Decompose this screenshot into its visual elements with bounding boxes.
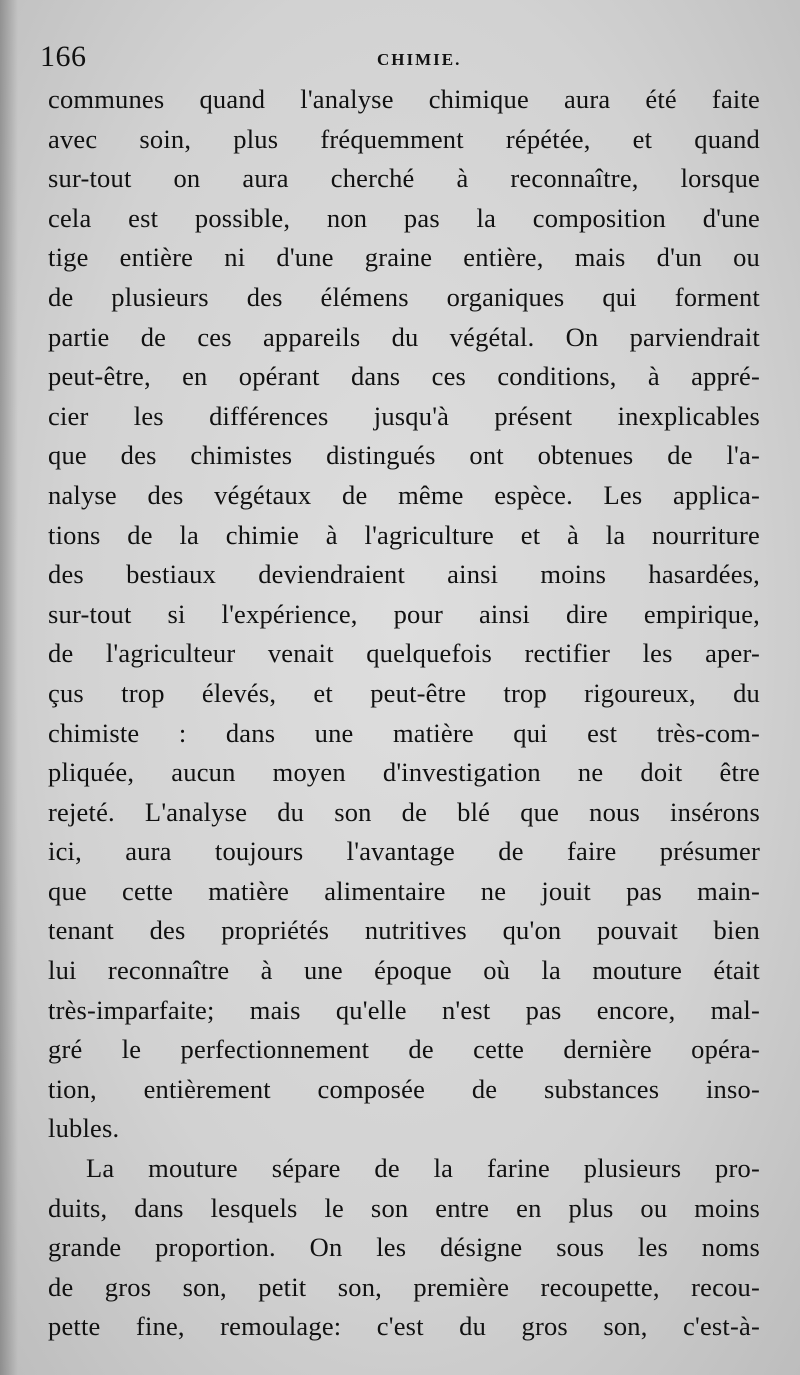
text-line: sur-tout si l'expérience, pour ainsi dire empirique,	[48, 598, 760, 629]
text-line: grande proportion. On les désigne sous les noms	[48, 1232, 760, 1263]
text-line: rejeté. L'analyse du son de blé que nous insérons	[48, 796, 760, 827]
body-text	[48, 80, 760, 1347]
text-line: lui reconnaître à une époque où la mouture était	[48, 955, 760, 986]
text-line: sur-tout on aura cherché à reconnaître, lorsque	[48, 163, 760, 194]
text-line: pette fine, remoulage: c'est du gros son, c'est-à-	[48, 1311, 760, 1342]
text-line: tenant des propriétés nutritives qu'on pouvait bien	[48, 915, 760, 946]
text-line: lubles.	[48, 1113, 120, 1144]
text-line: que cette matière alimentaire ne jouit pas main-	[48, 875, 760, 906]
text-line: nalyse des végétaux de même espèce. Les applica-	[48, 479, 760, 510]
text-line: ici, aura toujours l'avantage de faire présumer	[48, 836, 760, 867]
text-line: avec soin, plus fréquemment répétée, et quand	[48, 123, 760, 154]
text-line: que des chimistes distingués ont obtenues de l'a-	[48, 440, 760, 471]
text-line: cela est possible, non pas la composition d'une	[48, 202, 760, 233]
running-head: CHIMIE.	[377, 50, 462, 69]
text-line: de l'agriculteur venait quelquefois rectifier les aper-	[48, 638, 760, 669]
text-line: La mouture sépare de la farine plusieurs pro-	[86, 1153, 760, 1184]
text-line: peut-être, en opérant dans ces conditions, à appré-	[48, 361, 760, 392]
text-line: çus trop élevés, et peut-être trop rigoureux, du	[48, 677, 760, 708]
text-line: de plusieurs des élémens organiques qui forment	[48, 281, 760, 312]
text-line: très-imparfaite; mais qu'elle n'est pas encore, mal-	[48, 994, 760, 1025]
text-line: cier les différences jusqu'à présent inexplicables	[48, 400, 760, 431]
text-line: tige entière ni d'une graine entière, mais d'un ou	[48, 242, 760, 273]
text-line: des bestiaux deviendraient ainsi moins hasardées,	[48, 559, 760, 590]
page-header	[40, 40, 760, 80]
text-line: duits, dans lesquels le son entre en plus ou moins	[48, 1192, 760, 1223]
gutter-shadow	[0, 0, 18, 1375]
page-number: 166	[40, 40, 87, 73]
text-line: partie de ces appareils du végétal. On parviendrait	[48, 321, 760, 352]
text-line: tion, entièrement composée de substances inso-	[48, 1073, 760, 1104]
text-line: de gros son, petit son, première recoupette, recou-	[48, 1271, 760, 1302]
text-line: tions de la chimie à l'agriculture et à la nourriture	[48, 519, 760, 550]
text-line: gré le perfectionnement de cette dernière opéra-	[48, 1034, 760, 1065]
text-line: pliquée, aucun moyen d'investigation ne doit être	[48, 757, 760, 788]
text-line: chimiste : dans une matière qui est très-com-	[48, 717, 760, 748]
text-line: communes quand l'analyse chimique aura été faite	[48, 84, 760, 114]
